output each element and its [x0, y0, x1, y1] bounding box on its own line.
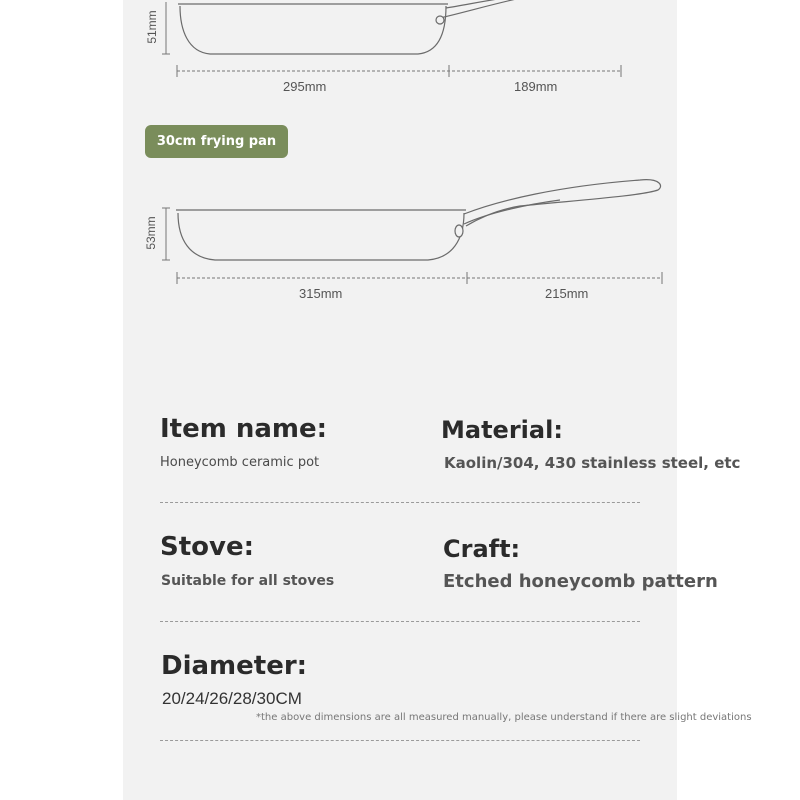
craft-value: Etched honeycomb pattern	[443, 571, 718, 592]
separator-2	[160, 621, 640, 622]
pan-2-height-label: 53mm	[144, 216, 158, 250]
pan-2-outline	[176, 180, 661, 260]
item-name-heading: Item name:	[160, 414, 328, 444]
stove-heading: Stove:	[160, 532, 254, 562]
item-name-value: Honeycomb ceramic pot	[160, 455, 320, 470]
craft-heading: Craft:	[443, 535, 521, 563]
pan-2-height-line	[162, 208, 170, 260]
pan-2-width-label: 315mm	[299, 286, 343, 301]
separator-3	[160, 740, 640, 741]
material-heading: Material:	[441, 416, 563, 444]
pan-2-handle-label: 215mm	[545, 286, 589, 301]
pan-1-height-line	[162, 2, 170, 54]
diameter-value: 20/24/26/28/30CM	[162, 689, 302, 708]
diameter-heading: Diameter:	[161, 651, 308, 681]
pan-size-badge: 30cm frying pan	[145, 125, 288, 158]
material-value: Kaolin/304, 430 stainless steel, etc	[444, 454, 741, 472]
pan-1-outline	[178, 0, 530, 54]
pan-1-height-label: 51mm	[145, 10, 159, 44]
measurement-footnote: *the above dimensions are all measured manually, please understand if there are slight deviations	[256, 712, 752, 723]
separator-1	[160, 502, 640, 503]
stove-value: Suitable for all stoves	[161, 573, 335, 589]
pan-1-handle-label: 189mm	[514, 79, 558, 94]
pan-1-width-label: 295mm	[283, 79, 327, 94]
